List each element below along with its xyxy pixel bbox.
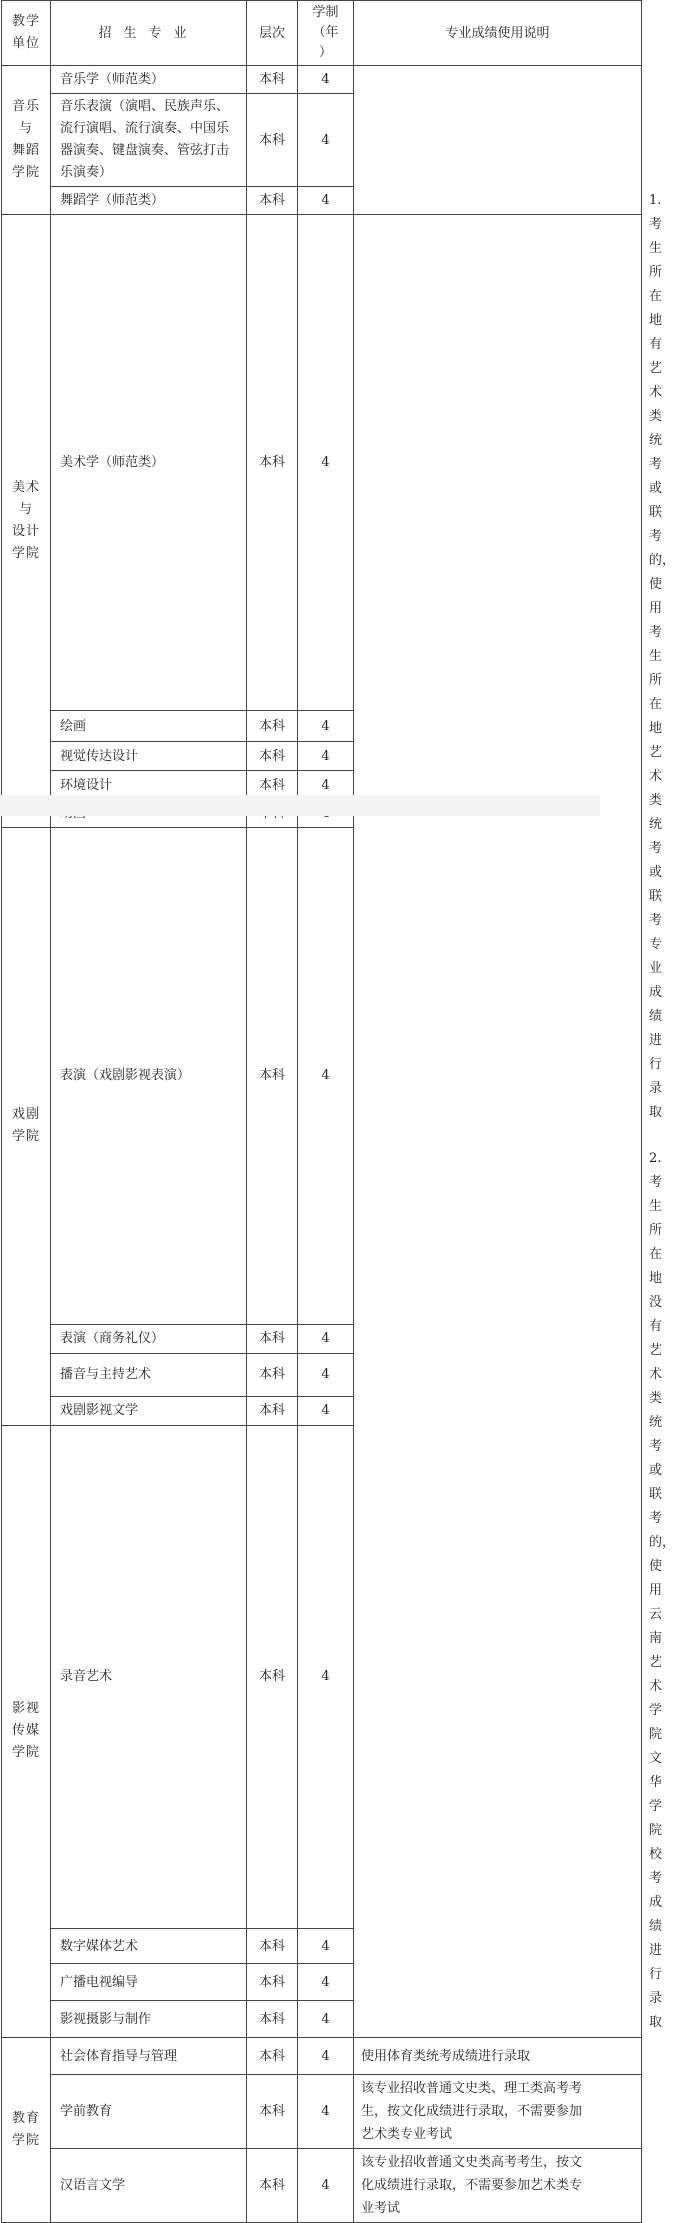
level-cell: 本科 <box>247 771 298 800</box>
table-row: 舞蹈学（师范类） 本科 4 1. 考生所在地有艺术类统考或联考的， 使用考生所在地艺术类统考或联考专业 成绩进行录取 2. 考生所在地没有艺术类统考或联考 的，使用云南艺术学院文华学院校考成 绩进行录取 <box>2 187 642 215</box>
level-cell: 本科 <box>247 2149 298 2223</box>
duration-years-cell: 4 <box>298 1425 354 1928</box>
duration-years-cell: 4 <box>298 2149 354 2223</box>
level-cell: 本科 <box>247 828 298 1324</box>
major-name-cell: 美术学（师范类） <box>51 215 247 711</box>
table-row <box>2 66 642 94</box>
duration-years-cell: 4 <box>298 828 354 1324</box>
level-cell: 本科 <box>247 1353 298 1396</box>
score-usage-note-cell: 使用体育类统考成绩进行录取 <box>354 2038 642 2075</box>
major-name-cell: 汉语言文学 <box>51 2149 247 2223</box>
major-name-cell: 戏剧影视文学 <box>51 1396 247 1425</box>
duration-years-cell: 4 <box>298 187 354 215</box>
teaching-unit-cell: 影视 传媒 学院 <box>2 1425 51 2037</box>
level-cell: 本科 <box>247 2038 298 2075</box>
level-cell: 本科 <box>247 187 298 215</box>
table-row <box>2 1353 642 1396</box>
major-name-cell: 表演（戏剧影视表演） <box>51 828 247 1324</box>
level-cell: 本科 <box>247 742 298 771</box>
admission-majors-table <box>1 0 675 2223</box>
level-cell: 本科 <box>247 215 298 711</box>
major-name-cell: 表演（商务礼仪） <box>51 1324 247 1353</box>
major-name-cell: 视觉传达设计 <box>51 742 247 771</box>
level-cell: 本科 <box>247 1425 298 1928</box>
level-cell: 本科 <box>247 1929 298 1964</box>
level-cell: 本科 <box>247 2001 298 2038</box>
duration-years-cell: 4 <box>298 2075 354 2149</box>
table-row <box>2 2075 642 2149</box>
duration-years-cell: 4 <box>298 771 354 800</box>
major-name-cell: 音乐学（师范类） <box>51 66 247 94</box>
note-cell-empty <box>354 66 642 215</box>
teaching-unit-cell: 美术 与 设计 学院 <box>2 215 51 828</box>
major-name-cell: 数字媒体艺术 <box>51 1929 247 1964</box>
level-cell: 本科 <box>247 1964 298 2001</box>
table-row <box>2 2038 642 2075</box>
bottom-margin <box>0 795 600 816</box>
table-row <box>2 828 642 1324</box>
header-unit: 教学 单位 <box>2 1 51 66</box>
header-note: 专业成绩使用说明 <box>354 1 642 66</box>
major-name-cell: 影视摄影与制作 <box>51 2001 247 2038</box>
table-row <box>2 1324 642 1353</box>
duration-years-cell: 4 <box>298 711 354 742</box>
header-row <box>2 1 642 66</box>
level-cell: 本科 <box>247 1396 298 1425</box>
level-cell: 本科 <box>247 1324 298 1353</box>
duration-years-cell: 4 <box>298 1396 354 1425</box>
score-usage-note-cell: 该专业招收普通文史类、理工类高考考 生，按文化成绩进行录取，不需要参加 艺术类专业考试 <box>354 2075 642 2149</box>
duration-years-cell: 4 <box>298 94 354 187</box>
major-name-cell: 环境设计 <box>51 771 247 800</box>
duration-years-cell: 4 <box>298 742 354 771</box>
table-row <box>2 215 642 711</box>
major-name-cell: 广播电视编导 <box>51 1964 247 2001</box>
duration-years-cell: 4 <box>298 66 354 94</box>
major-name-cell: 音乐表演（演唱、民族声乐、 流行演唱、流行演奏、中国乐 器演奏、键盘演奏、管弦打击 乐演奏） <box>51 94 247 187</box>
duration-years-cell: 4 <box>298 1353 354 1396</box>
teaching-unit-cell: 教育 学院 <box>2 2038 51 2223</box>
header-years: 学制 （年 ） <box>298 1 354 66</box>
table-body <box>2 66 675 2223</box>
table-row <box>2 1964 642 2001</box>
major-name-cell: 播音与主持艺术 <box>51 1353 247 1396</box>
duration-years-cell: 4 <box>298 1324 354 1353</box>
duration-years-cell: 4 <box>298 2001 354 2038</box>
score-usage-note-cell: 该专业招收普通文史类高考考生，按文 化成绩进行录取，不需要参加艺术类专 业考试 <box>354 2149 642 2223</box>
level-cell: 本科 <box>247 2075 298 2149</box>
table-row <box>2 2001 642 2038</box>
major-name-cell: 社会体育指导与管理 <box>51 2038 247 2075</box>
duration-years-cell: 4 <box>298 215 354 711</box>
table-row <box>2 711 642 742</box>
table-row <box>2 1929 642 1964</box>
duration-years-cell: 4 <box>298 1964 354 2001</box>
table-row <box>2 2149 642 2223</box>
level-cell: 本科 <box>247 66 298 94</box>
header-major: 招生专业 <box>51 1 247 66</box>
table-row <box>2 742 642 771</box>
major-name-cell: 舞蹈学（师范类） <box>51 187 247 215</box>
table-row <box>2 1396 642 1425</box>
level-cell: 本科 <box>247 94 298 187</box>
table-row <box>2 1425 642 1928</box>
duration-years-cell: 4 <box>298 2038 354 2075</box>
teaching-unit-cell: 戏剧 学院 <box>2 828 51 1425</box>
major-name-cell: 学前教育 <box>51 2075 247 2149</box>
major-name-cell: 录音艺术 <box>51 1425 247 1928</box>
teaching-unit-cell: 音乐 与 舞蹈 学院 <box>2 66 51 215</box>
header-level: 层次 <box>247 1 298 66</box>
major-name-cell: 绘画 <box>51 711 247 742</box>
level-cell: 本科 <box>247 711 298 742</box>
duration-years-cell: 4 <box>298 1929 354 1964</box>
